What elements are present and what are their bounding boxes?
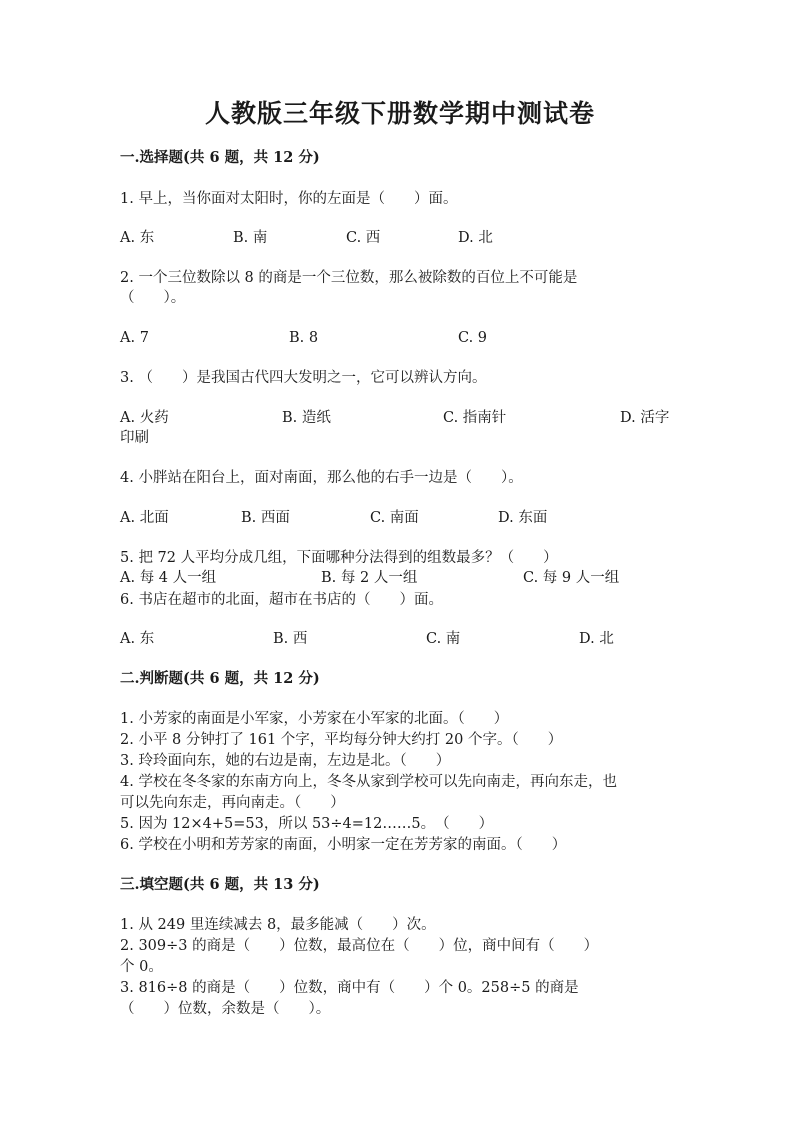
option: A. 东 [120,230,155,246]
option: A. 7 [120,330,149,346]
fill-line: 3. 816÷8 的商是（ ）位数，商中有（ ）个 0。258÷5 的商是 [120,980,579,996]
option: C. 9 [458,330,488,346]
option: A. 北面 [120,510,169,526]
statement-line: 3. 玲玲面向东，她的右边是南，左边是北。（ ） [120,753,451,769]
option: A. 火药 [120,410,169,426]
page-title: 人教版三年级下册数学期中测试卷 [204,99,595,128]
fill-line: 2. 309÷3 的商是（ ）位数，最高位在（ ）位，商中间有（ ） [120,938,599,954]
question-text: （ ）。 [120,290,186,306]
fill-line: 1. 从 249 里连续减去 8，最多能减（ ）次。 [120,917,436,933]
option: D. 北 [458,230,493,246]
question-text: 3. （ ）是我国古代四大发明之一，它可以辨认方向。 [120,370,487,386]
option: A. 东 [120,631,155,647]
question-text: 5. 把 72 人平均分成几组，下面哪种分法得到的组数最多？（ ） [120,550,558,566]
option-wrap: 印刷 [120,430,149,446]
section-heading-judgement: 二.判断题(共 6 题，共 12 分) [120,670,320,687]
question-text: 1. 早上，当你面对太阳时，你的左面是（ ）面。 [120,191,458,207]
option: C. 每 9 人一组 [523,570,620,586]
option: C. 西 [346,230,381,246]
statement-line: 2. 小平 8 分钟打了 161 个字，平均每分钟大约打 20 个字。（ ） [120,732,563,748]
fill-line: （ ）位数，余数是（ ）。 [120,1001,331,1017]
option: D. 活字 [620,410,670,426]
option: B. 造纸 [282,410,331,426]
option: A. 每 4 人一组 [120,570,217,586]
option: B. 西面 [241,510,290,526]
option: C. 指南针 [443,410,507,426]
option: B. 8 [289,330,319,346]
option: B. 西 [273,631,308,647]
fill-line: 个 0。 [120,959,163,975]
option: C. 南 [426,631,461,647]
question-text: 4. 小胖站在阳台上，面对南面，那么他的右手一边是（ ）。 [120,470,523,486]
statement-line: 5. 因为 12×4+5=53，所以 53÷4=12……5。 （ ） [120,816,494,832]
option: B. 每 2 人一组 [321,570,418,586]
section-heading-fill: 三.填空题(共 6 题，共 13 分) [120,876,320,893]
question-text: 2. 一个三位数除以 8 的商是一个三位数，那么被除数的百位上不可能是 [120,270,578,286]
option: C. 南面 [370,510,419,526]
statement-line: 可以先向东走，再向南走。（ ） [120,795,345,811]
option: D. 北 [579,631,614,647]
option: B. 南 [233,230,268,246]
statement-line: 4. 学校在冬冬家的东南方向上，冬冬从家到学校可以先向南走，再向东走，也 [120,774,617,790]
option: D. 东面 [498,510,548,526]
question-text: 6. 书店在超市的北面，超市在书店的（ ）面。 [120,592,443,608]
statement-line: 6. 学校在小明和芳芳家的南面，小明家一定在芳芳家的南面。（ ） [120,837,567,853]
section-heading-choice: 一.选择题(共 6 题，共 12 分) [120,149,320,166]
statement-line: 1. 小芳家的南面是小军家，小芳家在小军家的北面。（ ） [120,711,509,727]
